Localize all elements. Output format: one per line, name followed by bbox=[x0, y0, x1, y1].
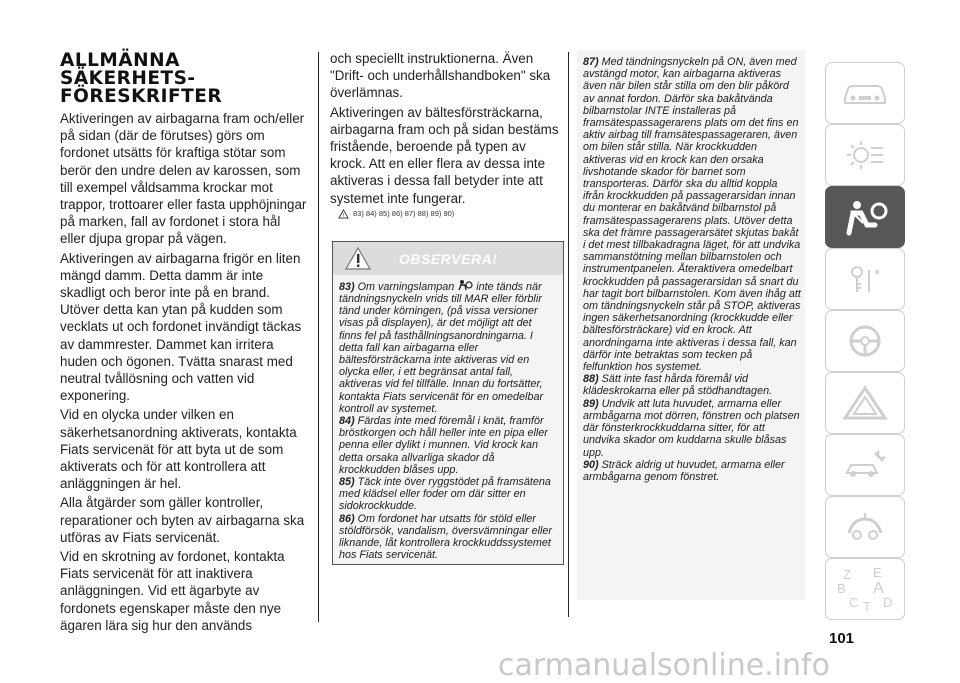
note-number: 89) bbox=[583, 397, 599, 410]
warning-triangle-icon bbox=[839, 385, 891, 421]
note-86 bbox=[339, 513, 557, 562]
note-number: 86) bbox=[339, 512, 355, 525]
note-text: Sträck aldrig ut huvudet, armarna eller armbågarna genom fönstret. bbox=[583, 458, 785, 483]
seatbelt-airbag-warning-icon bbox=[457, 279, 473, 291]
note-number: 83) bbox=[339, 280, 355, 293]
reference-numbers: 83) 84) 85) 86) 87) 88) 89) 90) bbox=[353, 208, 455, 218]
note-84 bbox=[339, 415, 557, 476]
paragraph: Aktiveringen av airbagarna fram och/eller på sidan (där de förutses) görs om fordonet utsätts för kraftiga stötar som berör den undre delen av karossen, som till exempel våldsamma krockar mot trappor, trottoarer eller fasta upphöjningar på marken, fall av fordonet i stora hål eller djupa gropar på vägen. bbox=[60, 111, 307, 247]
paragraph: Vid en skrotning av fordonet, kontakta Fiats servicenät för att inaktivera anläggningen. Vid ett ägarbyte av fordonets egenskaper måste den nye ägaren lära sig hur den används bbox=[60, 549, 285, 633]
note-87 bbox=[583, 56, 801, 373]
note-number: 84) bbox=[339, 415, 355, 428]
index-letter: C bbox=[849, 595, 859, 610]
wrench-car-icon bbox=[839, 447, 891, 483]
tab-safety[interactable] bbox=[825, 186, 905, 248]
note-number: 87) bbox=[583, 56, 599, 68]
note-text: Med tändningsnyckeln på ON, även med avstängd motor, kan airbagarna aktiveras även när bilen står stilla om den blir påkörd av annat fordon. Därför ska bakåtvända bilbarnstolar INTE installeras på framsätespassagerarens plats om det fins en aktiv airbag till framsätespassageraren, även om bilen står stilla. När krockkudden aktiveras vid en krock kan den orsaka livshotande skador för barnet som transporteras. Därför ska du alltid koppla ifrån krockkudden på passagerarsidan innan du monterar en bakåtvänd bilbarnstol på framsätespassagerarens plats. Utöver detta ska det främre passagerarsätet skjutas bakåt i det mest tillbakadragna läget, för att undvika sammanstötning mellan bilbarnstolen och instrumentpanelen. Återaktivera omedelbart krockkudden på passagerarsidan så snart du har tagit bort bilbarnstolen. Kom även ihåg att om tändningsnyckeln står på STOP, aktiveras ingen säkerhetsanordning (krockkudde eller bältesförsträckare) vid en krock. Att anordningarna inte aktiveras i dessa fall, kan därför inte betraktas som tecken på felfunktion hos systemet. bbox=[583, 56, 801, 374]
paragraph: Vid en olycka under vilken en säkerhetsanordning aktiverats, kontakta Fiats servicenät för att byta ut de som aktiverats och för att kontrollera att anläggningen är hel. bbox=[60, 407, 297, 492]
column-3 bbox=[577, 50, 805, 600]
tab-car[interactable] bbox=[825, 62, 905, 124]
note-text: Om fordonet har utsatts för stöld eller stöldförsök, vandalism, översvämningar eller liknande, låt kontrollera krockkuddssystemet hos Fiats servicenät. bbox=[339, 512, 553, 562]
warning-box-title: OBSERVERA! bbox=[399, 250, 498, 267]
index-letter: E bbox=[873, 565, 882, 580]
index-letter: D bbox=[883, 595, 893, 610]
note-references bbox=[338, 209, 562, 219]
index-letter: T bbox=[863, 599, 871, 614]
svg-text:!: ! bbox=[342, 213, 345, 219]
tab-emergency[interactable] bbox=[825, 372, 905, 434]
note-text: Färdas inte med föremål i knät, framför bröstkorgen och håll heller inte en pipa eller penna eller dylikt i munnen. Vid krock kan detta orsaka allvarliga skador då krockkudden blåses upp. bbox=[339, 415, 548, 476]
key-icon bbox=[839, 262, 891, 296]
page-number: 101 bbox=[829, 630, 855, 647]
note-text: Undvik att luta huvudet, armarna eller armbågarna mot dörren, fönstren och platsen där fönsterkrockkuddarna sitter, för att undvika skador om kuddarna skulle blåsas upp. bbox=[583, 397, 800, 459]
dashboard-lights-icon bbox=[839, 138, 891, 172]
note-83 bbox=[339, 279, 557, 415]
section-heading: ALLMÄNNA SÄKERHETS- FÖRESKRIFTER bbox=[60, 50, 223, 107]
paragraph: Aktiveringen av bältesförsträckarna, airbagarna fram och på sidan bestäms fristående, beroende på typen av krock. Att en eller flera av dessa inte aktiveras i dessa fall betyder inte att systemet inte fungerar. bbox=[330, 104, 559, 206]
column-divider bbox=[568, 52, 569, 617]
tab-index[interactable] bbox=[825, 558, 905, 620]
warning-box-continued bbox=[577, 50, 805, 600]
tab-dashboard-lights[interactable] bbox=[825, 124, 905, 186]
steering-wheel-icon bbox=[839, 323, 891, 359]
index-letter: B bbox=[837, 581, 846, 596]
car-icon bbox=[839, 78, 891, 108]
note-89 bbox=[583, 398, 801, 459]
index-letter: A bbox=[873, 580, 884, 597]
warning-box bbox=[332, 241, 564, 565]
column-divider bbox=[318, 52, 319, 622]
warning-box-body bbox=[333, 275, 563, 564]
airbag-passenger-icon bbox=[837, 197, 893, 237]
warning-triangle-icon bbox=[345, 247, 371, 270]
warning-triangle-icon bbox=[338, 209, 349, 219]
technical-data-icon bbox=[839, 509, 891, 545]
paragraph: Alla åtgärder som gäller kontroller, reparationer och byten av airbagarna ska utföras av Fiats servicenät. bbox=[60, 495, 305, 545]
tab-warning-lights[interactable] bbox=[825, 310, 905, 372]
note-text: Om varningslampan bbox=[357, 280, 455, 293]
tab-technical-data[interactable] bbox=[825, 496, 905, 558]
note-88 bbox=[583, 373, 801, 397]
note-text: Sätt inte fast hårda föremål vid klädeskrokarna eller på stödhandtagen. bbox=[583, 373, 773, 398]
tab-maintenance[interactable] bbox=[825, 434, 905, 496]
column-1 bbox=[60, 52, 308, 636]
tab-starting-driving[interactable] bbox=[825, 248, 905, 310]
paragraph: och speciellt instruktionerna. Även "Drift- och underhållshandboken" ska överlämnas. bbox=[330, 51, 551, 101]
index-letter: Z bbox=[843, 567, 851, 582]
note-number: 88) bbox=[583, 373, 599, 386]
column-2 bbox=[330, 50, 562, 565]
alphabetical-index-icon bbox=[833, 563, 897, 615]
note-90 bbox=[583, 459, 801, 483]
paragraph: Aktiveringen av airbagarna frigör en liten mängd damm. Detta damm är inte skadligt och beror inte på en brand. Utöver detta kan ytan på kudden som vecklats ut och fordonet invändigt täckas av dammrester. Dammet kan irritera huden och ögonen. Tvätta snarast med neutral tvållösning och vatten vid exponering. bbox=[60, 250, 302, 404]
note-85 bbox=[339, 476, 557, 513]
chapter-tabs bbox=[825, 62, 905, 617]
note-number: 90) bbox=[583, 458, 599, 471]
note-text: inte tänds när tändningsnyckeln vrids till MAR eller förblir tänd under körningen, (på vissa versioner visas på displayen), är det möjligt att det finns fel på fasthållningsanordningarna. I detta fall kan airbagarna eller bältesförsträckarna inte aktiveras vid en olycka eller, i ett begränsat antal fall, aktiveras vid fel tillfälle. Innan du fortsätter, kontakta Fiats servicenät för en omedelbar kontroll av systemet. bbox=[339, 280, 544, 415]
note-number: 85) bbox=[339, 476, 355, 489]
watermark: carmanualsonline.info bbox=[498, 648, 830, 683]
note-text: Täck inte över ryggstödet på framsätena med klädsel eller foder om där sitter en sidokrockkudde. bbox=[339, 476, 551, 513]
warning-box-header bbox=[333, 242, 563, 275]
